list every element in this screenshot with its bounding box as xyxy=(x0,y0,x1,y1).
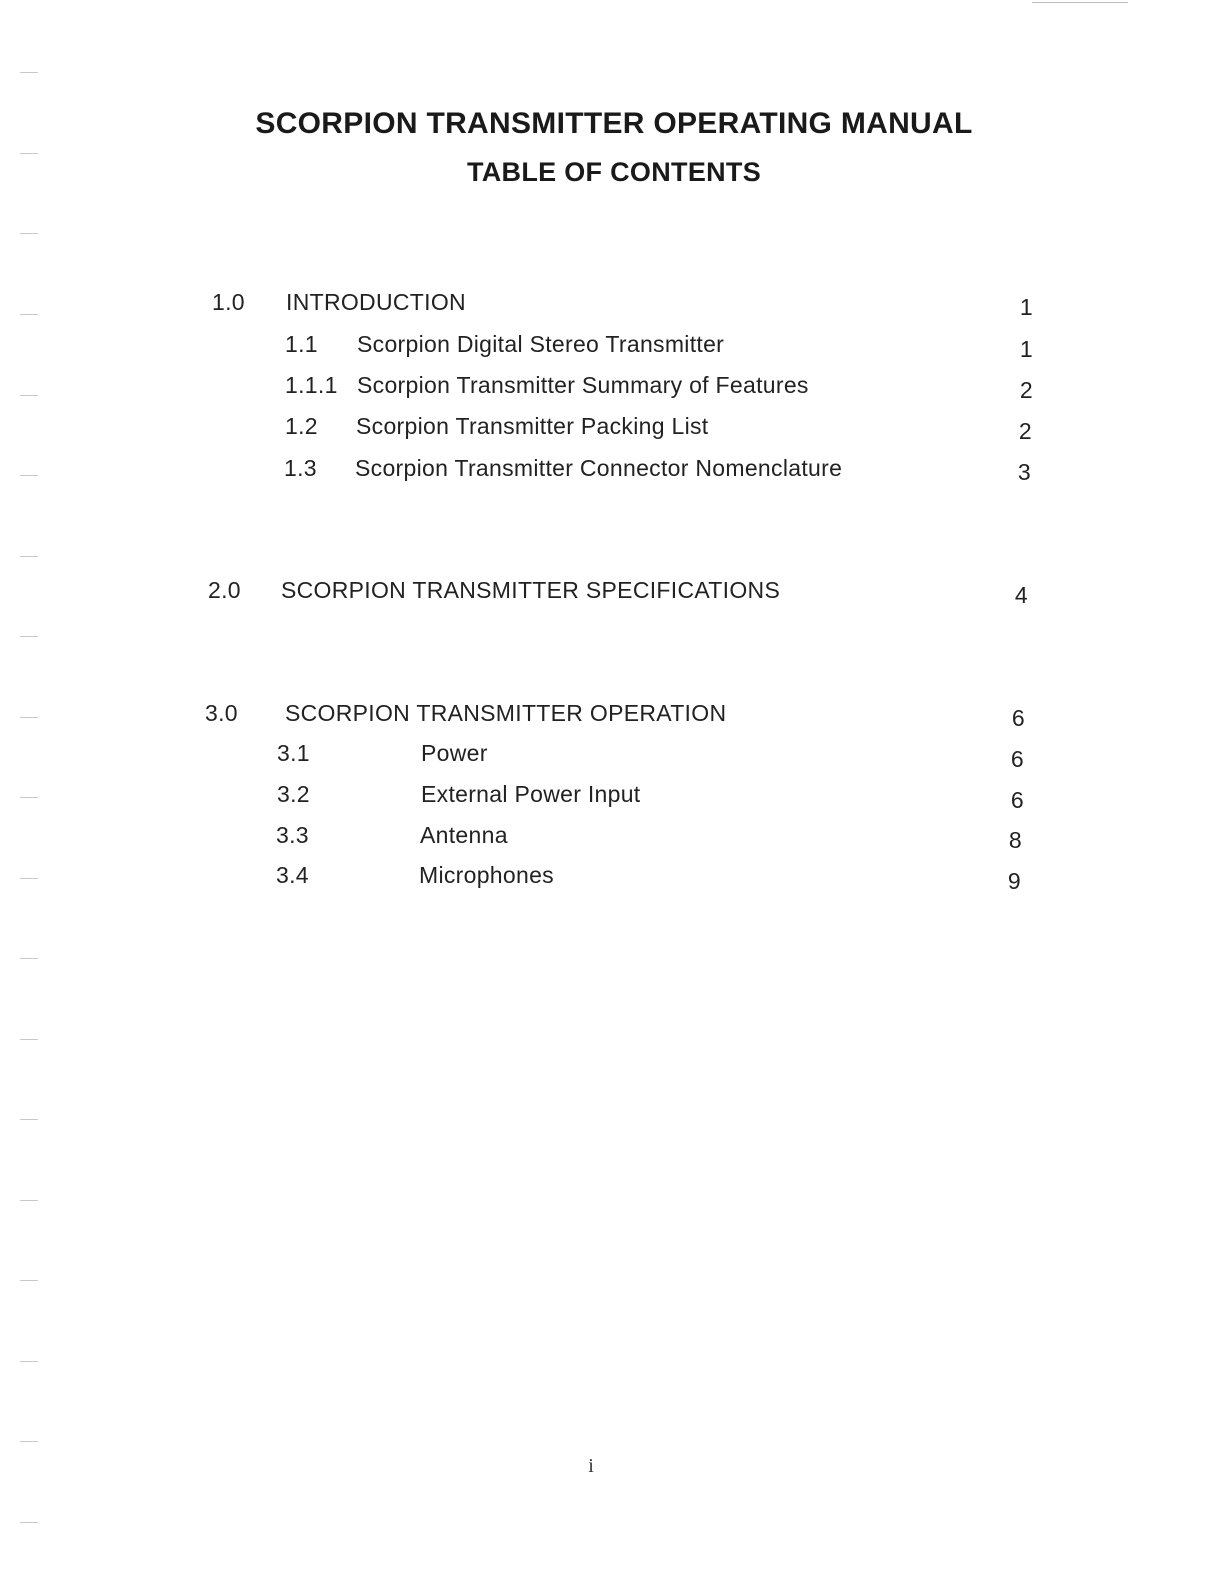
margin-mark xyxy=(20,395,38,396)
entry-number: 1.1 xyxy=(285,331,318,357)
margin-mark xyxy=(20,1441,38,1442)
section-page: 6 xyxy=(1011,705,1025,731)
margin-mark xyxy=(20,958,38,959)
margin-mark xyxy=(20,797,38,798)
page-folio: i xyxy=(588,1455,594,1477)
entry-page: 2 xyxy=(1018,418,1032,444)
entry-title: Microphones xyxy=(419,862,554,888)
margin-mark xyxy=(20,1119,38,1120)
entry-page: 8 xyxy=(1008,827,1022,853)
margin-mark xyxy=(20,233,38,234)
section-number: 3.0 xyxy=(205,700,238,726)
section-number: 1.0 xyxy=(212,289,245,315)
entry-page: 6 xyxy=(1010,746,1024,772)
margin-mark xyxy=(20,878,38,879)
entry-page: 9 xyxy=(1007,868,1021,894)
margin-mark xyxy=(20,475,38,476)
scan-edge-line xyxy=(1032,2,1128,3)
section-page: 4 xyxy=(1014,582,1028,608)
entry-number: 1.2 xyxy=(285,413,318,439)
entry-title: Scorpion Transmitter Packing List xyxy=(356,413,709,439)
margin-mark xyxy=(20,1280,38,1281)
entry-page: 2 xyxy=(1019,377,1033,403)
entry-title: External Power Input xyxy=(421,781,641,807)
section-title: INTRODUCTION xyxy=(286,289,466,315)
margin-mark xyxy=(20,1522,38,1523)
entry-number: 1.1.1 xyxy=(285,372,338,398)
section-number: 2.0 xyxy=(208,577,241,603)
section-title: SCORPION TRANSMITTER SPECIFICATIONS xyxy=(281,577,781,603)
entry-number: 3.4 xyxy=(276,862,309,888)
entry-number: 3.2 xyxy=(277,781,310,807)
entry-title: Power xyxy=(421,740,488,766)
margin-mark xyxy=(20,72,38,73)
section-title: SCORPION TRANSMITTER OPERATION xyxy=(285,700,727,726)
entry-title: Scorpion Transmitter Summary of Features xyxy=(357,372,809,398)
entry-number: 3.1 xyxy=(277,740,310,766)
entry-page: 6 xyxy=(1010,787,1024,813)
entry-number: 1.3 xyxy=(284,455,317,481)
margin-mark xyxy=(20,1039,38,1040)
margin-mark xyxy=(20,717,38,718)
margin-mark xyxy=(20,1200,38,1201)
entry-number: 3.3 xyxy=(276,822,309,848)
margin-mark xyxy=(20,636,38,637)
entry-title: Scorpion Transmitter Connector Nomenclature xyxy=(355,455,843,481)
entry-page: 1 xyxy=(1019,336,1033,362)
entry-title: Antenna xyxy=(420,822,508,848)
margin-mark xyxy=(20,556,38,557)
document-title: SCORPION TRANSMITTER OPERATING MANUAL xyxy=(255,107,973,140)
section-page: 1 xyxy=(1019,294,1033,320)
margin-mark xyxy=(20,1361,38,1362)
margin-mark xyxy=(20,153,38,154)
toc-heading: TABLE OF CONTENTS xyxy=(466,157,762,187)
entry-title: Scorpion Digital Stereo Transmitter xyxy=(357,331,725,357)
margin-mark xyxy=(20,314,38,315)
entry-page: 3 xyxy=(1017,459,1031,485)
